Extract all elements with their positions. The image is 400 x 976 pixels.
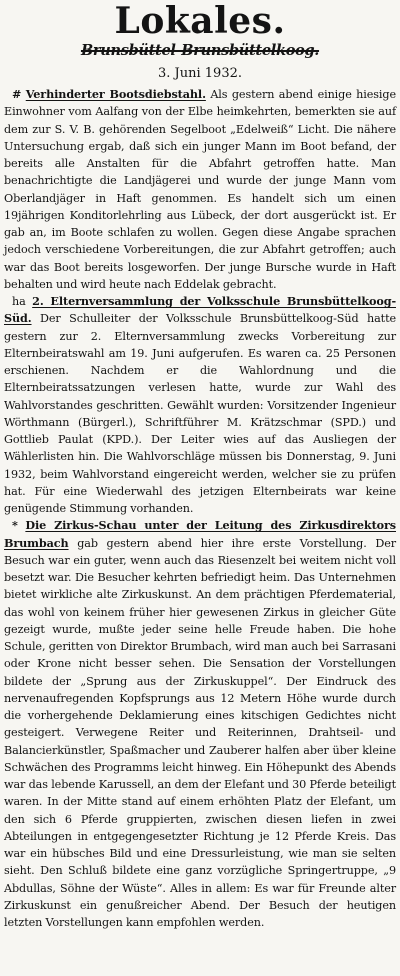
article-marker: # — [12, 87, 22, 101]
article-column — [4, 86, 396, 931]
article-headline: 2. Elternversammlung der Volksschule Brunsbüttelkoog-Süd. — [4, 294, 396, 326]
article-circus-show — [4, 517, 396, 931]
date-line: 3. Juni 1932. — [158, 66, 242, 81]
article-boat-theft — [4, 86, 396, 293]
article-marker: ha — [12, 295, 26, 308]
article-text: Der Schulleiter der Volksschule Brunsbüttelkoog-Süd hatte gestern zur 2. Elternversammlung zwecks Vorbereitung zur Elternbeiratswahl am 19. Juni aufgerufen. Es waren ca. 25 Personen erschienen. Nachdem er die Wahlordnung und die Elternbeiratssatzungen verlesen hatte, wurde zur Wahl des Wahlvorstandes geschritten. Gewählt wurden: Vorsitzender Ingenieur Wörthmann (Bürgerl.), Schriftführer M. Krätzschmar (SPD.) und Gottlieb Paulat (KPD.). Der Leiter wies auf das Ausliegen der Wählerlisten hin. Die Wahlvorschläge müssen bis Donnerstag, 9. Juni 1932, beim Wahlvorstand eingereicht werden, welcher sie zu prüfen hat. Für eine Wiederwahl des jetzigen Elternbeirats war keine genügende Stimmung vorhanden. — [4, 312, 396, 515]
article-headline: Die Zirkus-Schau unter der Leitung des Zirkusdirektors Brumbach — [4, 518, 396, 550]
article-marker: * — [12, 518, 18, 533]
place-heading: Brunsbüttel-Brunsbüttelkoog. — [80, 42, 320, 59]
article-headline: Verhinderter Bootsdiebstahl. — [25, 87, 206, 101]
article-text: Als gestern abend einige hiesige Einwohner vom Aalfang von der Elbe heimkehrten, bemerkten sie auf dem zur S. V. B. gehörenden Segelboot „Edelweiß“ Licht. Die nähere Untersuchung ergab, daß sich ein junger Mann im Boot befand, der bereits alle Anstalten für die Abfahrt getroffen hatte. Man benachrichtigte die Landjägerei und wurde der junge Mann vom Oberlandjäger in Haft genommen. Es handelt sich um einen 19jährigen Konditorlehrling aus Lübeck, der dort ausgerückt ist. Er gab an, im Boote schlafen zu wollen. Gegen diese Angabe sprachen jedoch verschiedene Vorbereitungen, die zur Abfahrt getroffen; auch war das Boot bereits losgeworfen. Der junge Bursche wurde in Haft behalten und wird heute nach Eddelak gebracht. — [4, 88, 396, 291]
article-parents-meeting — [4, 293, 396, 517]
article-text: gab gestern abend hier ihre erste Vorstellung. Der Besuch war ein guter, wenn auch das Riesenzelt bei weitem nicht voll besetzt war. Die Besucher kehrten befriedigt heim. Das Unternehmen bietet wirkliche alte Zirkuskunst. An dem prächtigen Pferdematerial, das wohl von keinem früher hier gewesenen Zirkus in gleicher Güte gezeigt wurde, mußte jeder seine helle Freude haben. Die hohe Schule, geritten von Direktor Brumbach, wird man auch bei Sarrasani oder Krone nicht besser sehen. Die Sensation der Vorstellungen bildete der „Sprung aus der Zirkuskuppel“. Der Eindruck des nervenaufregenden Kopfsprungs aus 12 Metern Höhe wurde durch die vorhergehende Deklamierung eines kitschigen Gedichtes nicht gesteigert. Verwegene Reiter und Reiterinnen, Drahtseil- und Balancierkünstler, Spaßmacher und Zauberer halfen aber über kleine Schwächen des Programms leicht hinweg. Ein Höhepunkt des Abends war das lebende Karussell, an dem der Elefant und 30 Pferde beteiligt waren. In der Mitte stand auf einem erhöhten Platz der Elefant, um den sich 6 Pferde gruppierten, zwischen diesen liefen in zwei Abteilungen in entgegengesetzter Richtung je 12 Pferde Kreis. Das war ein hübsches Bild und eine Dressurleistung, wie man sie selten sieht. Den Schluß bildete eine ganz vorzügliche Springertruppe, „9 Abdullas, Söhne der Wüste“. Alles in allem: Es war für Freunde alter Zirkuskunst ein genußreicher Abend. Der Besuch der heutigen letzten Vorstellungen kann empfohlen werden. — [4, 536, 396, 929]
section-title: Lokales. — [114, 0, 286, 42]
